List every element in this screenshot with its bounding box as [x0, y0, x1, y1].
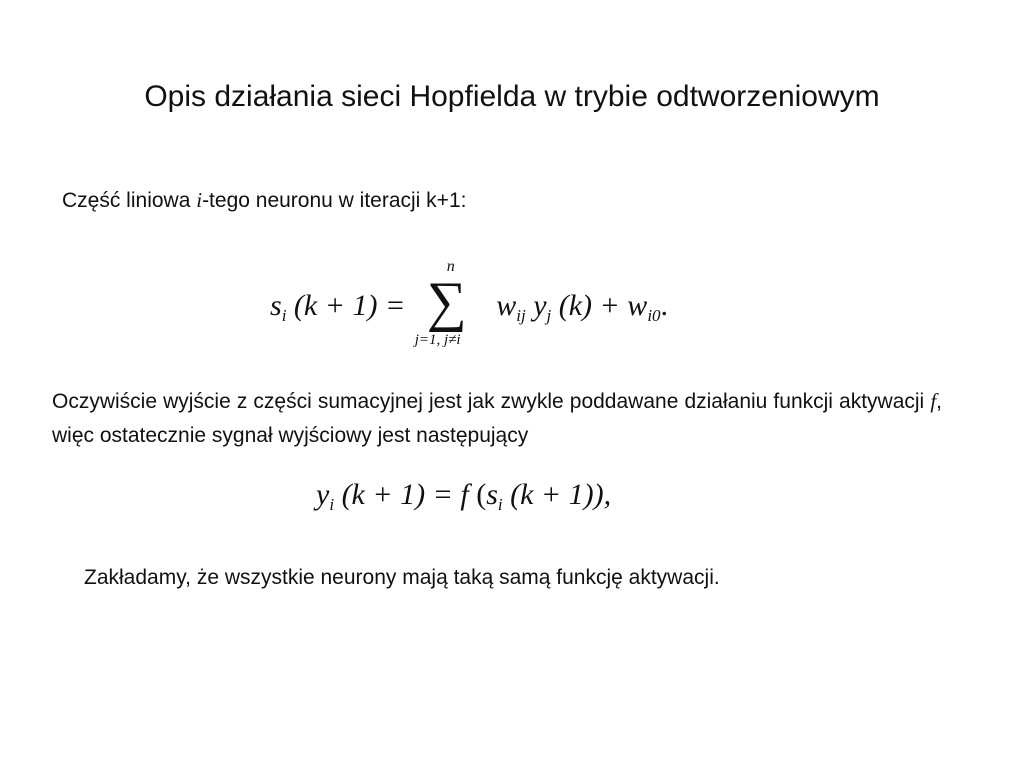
formula1-term3-var: w	[627, 288, 648, 322]
formula1-term1-var: w	[496, 288, 517, 322]
paragraph-italic: f	[930, 389, 937, 413]
formula-linear-part	[270, 258, 669, 348]
intro-text-italic: i	[196, 188, 203, 212]
formula2-inner-arg: (k + 1)),	[510, 478, 612, 511]
formula1-term2-arg: (k) +	[558, 288, 620, 322]
formula1-term2-var: y	[533, 288, 547, 322]
formula2-open: (	[476, 478, 487, 511]
formula2-lhs-var: y	[316, 478, 330, 511]
summation	[414, 258, 483, 348]
formula2-lhs-arg: (k + 1) =	[341, 478, 453, 511]
formula1-lhs-var: s	[270, 288, 282, 322]
formula1-lhs-arg: (k + 1) =	[293, 288, 406, 322]
closing-text: Zakładamy, że wszystkie neurony mają taką samą funkcję aktywacji.	[84, 566, 720, 589]
sum-lower-limit: j=1, j≠i	[414, 332, 461, 348]
formula2-inner-sub: i	[497, 495, 503, 514]
formula1-term2-sub: j	[546, 305, 552, 325]
intro-text-after: -tego neuronu w iteracji k+1:	[202, 189, 467, 212]
formula2-func: f	[460, 478, 469, 511]
sum-upper-limit: n	[446, 258, 455, 275]
formula2-lhs-sub: i	[329, 495, 335, 514]
formula-output	[316, 478, 611, 512]
activation-paragraph	[52, 384, 942, 453]
slide-title: Opis działania sieci Hopfielda w trybie odtworzeniowym	[144, 80, 880, 113]
sum-symbol: ∑	[426, 271, 467, 333]
formula1-term3-sub: i0	[647, 305, 661, 325]
intro-text-before: Część liniowa	[62, 189, 197, 212]
paragraph-before: Oczywiście wyjście z części sumacyjnej jest jak zwykle poddawane działaniu funkcji aktywacji	[52, 390, 931, 413]
formula2-inner-var: s	[486, 478, 498, 511]
formula1-lhs-sub: i	[281, 305, 287, 325]
paragraph-after: , więc ostatecznie sygnał wyjściowy jest następujący	[52, 390, 942, 447]
formula1-end: .	[660, 288, 669, 322]
intro-text	[62, 183, 466, 218]
formula1-term1-sub: ij	[516, 305, 526, 325]
